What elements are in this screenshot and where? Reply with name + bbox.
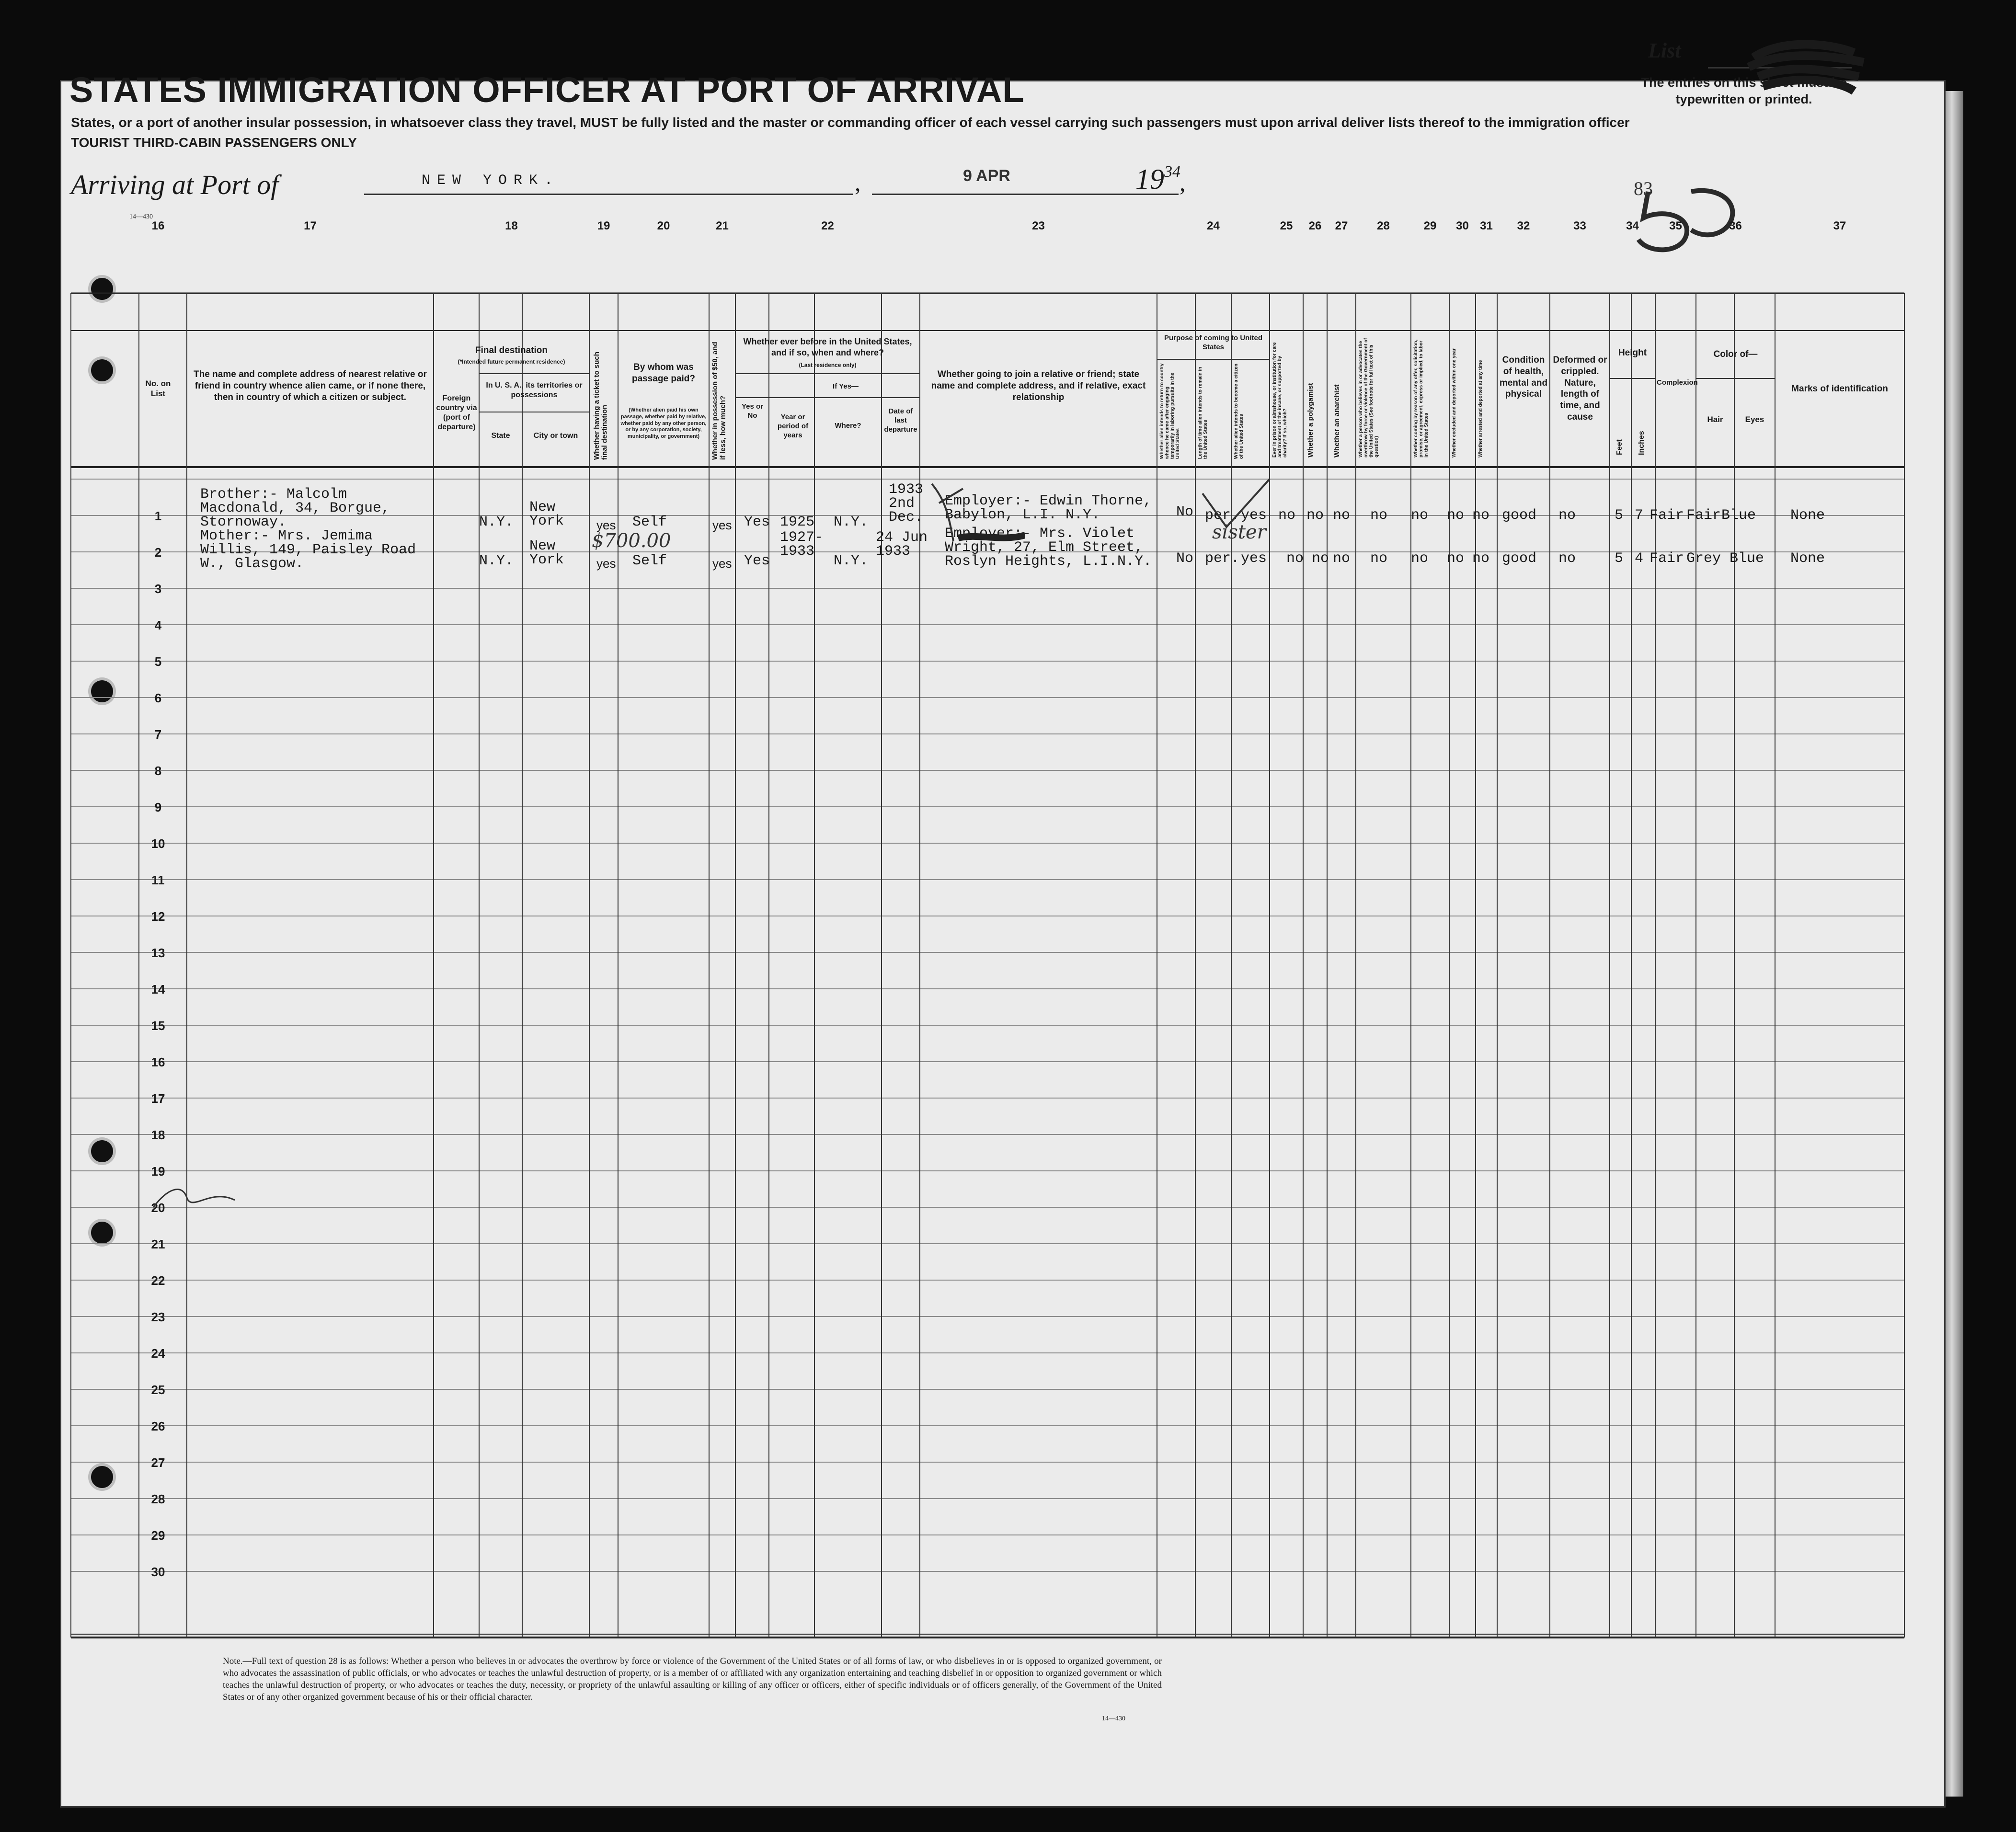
row2-hair: Grey [1686,550,1721,567]
footnote-code: 14—430 [1102,1715,1125,1722]
header-yes-no: Yes or No [741,402,764,420]
header-feet: Feet [1615,439,1624,455]
header-ever-before-sub: (Last residence only) [799,362,857,368]
colnum-27: 27 [1335,219,1348,232]
header-foreign-country: Foreign country via (port of departure) [436,394,477,431]
row-number: 8 [154,764,162,778]
passenger-class: TOURIST THIRD-CABIN PASSENGERS ONLY [71,135,357,150]
header-passage-paid-sub: (Whether alien paid his own passage, whether paid by relative, whether paid by any other person, or by any corporation, society, municipality, or government) [620,407,707,439]
row2-relative: Mother:- Mrs. Jemima Willis, 149, Paisley Road W., Glasgow. [200,528,416,572]
colnum-36: 36 [1729,219,1742,232]
row2-anarchist: no [1333,550,1351,567]
row-number: 5 [154,654,162,669]
header-join-relative: Whether going to join a relative or friend; state name and complete address, and if relative, exact relationship [931,369,1146,402]
row1-paid-by: Self [632,514,667,530]
header-purpose-length: Length of time alien intends to remain in the United States [1198,366,1208,459]
row-number: 15 [151,1019,165,1033]
colnum-20: 20 [657,219,670,232]
strike-through [958,529,1025,544]
colnum-29: 29 [1423,219,1437,232]
colnum-34: 34 [1626,219,1639,232]
colnum-31: 31 [1480,219,1493,232]
row-number: 4 [154,618,162,632]
header-passage-paid: By whom was passage paid? [632,362,695,384]
header-arrested: Whether arrested and deported at any time [1478,360,1483,458]
row2-citizen: yes [1241,550,1267,567]
row2-ticket: yes [596,556,616,571]
header-health: Condition of health, mental and physical [1499,355,1548,400]
row1-marks: None [1790,507,1825,524]
header-question-28: Whether a person who believes in or advocates the overthrow by force or violence of the Government of the United States (See footnote for full text of this question) [1358,338,1379,458]
header-final-destination-sub: (*Intended future permanent residence) [458,358,565,365]
colnum-25: 25 [1280,219,1293,232]
row2-eyes: Blue [1730,550,1764,567]
header-color-of: Color of— [1713,349,1758,359]
row-number: 1 [154,509,162,523]
header-deformed: Deformed or crippled. Nature, length of time, and cause [1553,355,1607,422]
row-number: 13 [151,946,165,960]
row1-where: N.Y. [834,514,869,530]
row1-hair: Fair [1686,507,1721,524]
header-ever-before: Whether ever before in the United States, and if so, when and where? [743,337,912,357]
header-complexion: Complexion [1657,378,1698,387]
header-height: Height [1618,348,1647,358]
header-hair: Hair [1707,415,1723,424]
colnum-35: 35 [1669,219,1682,232]
row1-prison: no [1278,507,1296,524]
colnum-18: 18 [505,219,518,232]
row1-ticket: yes [596,518,616,532]
entries-note: The entries on this sheet must be typewritten or printed. [1641,75,1847,107]
colnum-24: 24 [1207,219,1220,232]
colnum-23: 23 [1032,219,1045,232]
colnum-28: 28 [1377,219,1390,232]
row2-complexion: Fair [1649,550,1684,567]
row-number: 3 [154,582,162,596]
row-number: 14 [151,982,165,996]
row2-where: N.Y. [834,553,869,569]
row-number: 12 [151,909,165,924]
row-number: 21 [151,1237,165,1251]
row-number: 28 [151,1492,165,1506]
header-question-29: Whether coming by reason of any offer, solicitation, promise, or agreement, express or implied, to labor in the United States [1413,339,1429,458]
row1-q31: no [1472,507,1490,524]
row1-years: 1925 [780,514,815,530]
row1-eyes: Blue [1721,507,1756,524]
row1-citizen: yes [1241,507,1267,524]
row2-length: per. [1205,550,1240,567]
colnum-16: 16 [151,219,165,232]
row-number: 29 [151,1528,165,1543]
header-polygamist: Whether a polygamist [1306,383,1315,458]
row2-paid-by: Self [632,553,667,569]
colnum-17: 17 [304,219,317,232]
row1-length: per. [1205,507,1240,524]
port-value: NEW YORK. [422,172,560,189]
row1-q29: no [1411,507,1429,524]
header-city: City or town [533,432,578,440]
row1-feet: 5 [1615,507,1624,524]
row1-money: yes [712,518,732,532]
colnum-19: 19 [597,219,610,232]
row2-q28: no [1370,550,1388,567]
row-number: 2 [154,545,162,560]
row-number: 19 [151,1164,165,1179]
colnum-32: 32 [1517,219,1530,232]
row2-money: yes [712,556,732,571]
row2-years: 1927- 1933 [780,529,824,560]
header-year-period: Year or period of years [777,413,809,439]
row2-return: No [1176,550,1194,567]
row-number: 22 [151,1273,165,1288]
row2-prison: no [1286,550,1304,567]
row-number: 30 [151,1565,165,1579]
row1-return: No [1176,504,1194,520]
row1-deformed: no [1558,507,1576,524]
header-prison: Ever in prison or almshouse, or institution for care and treatment of the insane, or supported by charity? If so, which? [1272,342,1288,458]
header-state: State [491,432,510,440]
header-excluded: Whether excluded and deported within one year [1452,348,1457,458]
form-instruction: States, or a port of another insular possession, in whatsoever class they travel, MUST be fully listed and the master or commanding officer of each vessel carrying such passengers must upon arrival deliver lists thereof to the immigration officer [71,115,1630,130]
colnum-22: 22 [821,219,834,232]
form-code: 14—430 [129,213,153,220]
row2-join: Employer:- Mrs. Violet Wright, 27, Elm Street, Roslyn Heights, L.I.N.Y. [945,526,1152,570]
row-number: 25 [151,1383,165,1397]
colnum-30: 30 [1456,219,1469,232]
colnum-37: 37 [1833,219,1846,232]
row1-inches: 7 [1635,507,1644,524]
check-mark [1198,474,1274,537]
row1-anarchist: no [1333,507,1351,524]
row-number: 16 [151,1055,165,1069]
row2-q30: no [1447,550,1465,567]
row2-q29: no [1411,550,1429,567]
header-if-yes: If Yes— [833,382,859,390]
header-fifty-dollars: Whether in possession of $50, and if less, how much? [711,342,727,460]
row-number: 20 [151,1201,165,1215]
row-number: 18 [151,1128,165,1142]
row1-q30: no [1447,507,1465,524]
row2-money-note: $700.00 [592,530,671,552]
header-no-on-list: No. on List [145,379,171,399]
header-purpose: Purpose of coming to United States [1164,334,1262,351]
header-final-destination: Final destination [475,345,548,355]
row-number: 17 [151,1091,165,1106]
list-label: List [1648,39,1681,62]
header-ticket: Whether having a ticket to such final destination [593,352,609,460]
row1-departure: 1933 2nd Dec. [889,481,924,526]
row2-feet: 5 [1615,550,1624,567]
row2-marks: None [1790,550,1825,567]
row2-deformed: no [1558,550,1576,567]
header-purpose-return: Whether alien intends to return to country whence he came after engaging temporarily in laboring pursuits in the United States [1159,363,1180,459]
row1-q28: no [1370,507,1388,524]
row-number: 27 [151,1455,165,1470]
form-title: STATES IMMIGRATION OFFICER AT PORT OF ARRIVAL [69,70,1025,110]
header-in-usa: In U. S. A., its territories or possessions [486,381,583,399]
row2-q31: no [1472,550,1490,567]
row2-city: New York [529,538,564,568]
row1-city: New York [529,499,564,529]
row-number: 23 [151,1310,165,1324]
row2-before: Yes [744,553,770,569]
handwritten-mark [149,1179,240,1217]
footnote: Note.—Full text of question 28 is as follows: Whether a person who believes in or advocates the overthrow by force or violence of the Government of the United States or of all forms of law, or who disbelieves in or is opposed to organized government, or who advocates the assassination of public officials, or who advocates or teaches the unlawful destruction of property, or is a member of or affiliated with any organization entertaining and teaching disbelief in or opposition to organized government or which teaches the unlawful destruction of property, or who advocates or teaches the duty, necessity, or propriety of the unlawful assaulting or killing of any officer or officers, either of specific individuals or of officers generally, of the Government of the United States or of any other organized government because of his or their official character. [223,1656,1162,1702]
row-number: 10 [151,836,165,851]
colnum-26: 26 [1308,219,1322,232]
header-anarchist: Whether an anarchist [1333,384,1341,458]
row2-polygamist: no [1312,550,1329,567]
year: $19^{34}$ [1135,163,1180,195]
row1-before: Yes [744,514,770,530]
header-marks: Marks of identification [1791,384,1888,394]
arriving-label: Arriving at Port of [71,169,279,200]
row2-join-note: sister [1212,521,1266,543]
colnum-21: 21 [716,219,729,232]
header-where: Where? [835,422,861,430]
colnum-33: 33 [1573,219,1586,232]
header-relative: The name and complete address of nearest relative or friend in country whence alien came, or if none there, then in country of which a citizen or subject. [194,369,427,402]
row-number: 9 [154,800,162,814]
header-date-departure: Date of last departure [884,407,917,434]
row1-complexion: Fair [1649,507,1684,524]
row-number: 24 [151,1346,165,1361]
row2-departure: 24 Jun 1933 [876,529,928,560]
header-eyes: Eyes [1745,415,1764,424]
row2-inches: 4 [1635,550,1644,567]
row-number: 11 [151,873,165,887]
page-number: 83 [1634,178,1653,199]
row-number: 26 [151,1419,165,1433]
row2-state: N.Y. [479,553,514,569]
row1-join: Employer:- Edwin Thorne, Babylon, L.I. N.Y. [945,493,1152,523]
row1-relative: Brother:- Malcolm Macdonald, 34, Borgue, Stornoway. [200,486,390,530]
row-number: 6 [154,691,162,705]
header-inches: Inches [1638,431,1646,455]
row1-polygamist: no [1306,507,1324,524]
date-stamp: 9 APR [963,167,1010,185]
comma: , [855,169,861,196]
comma: , [1180,169,1186,196]
row2-health: good [1502,550,1537,567]
row1-state: N.Y. [479,514,514,530]
header-purpose-citizen: Whether alien intends to become a citizen of the United States [1234,364,1244,459]
row-number: 7 [154,727,162,742]
row1-health: good [1502,507,1537,524]
